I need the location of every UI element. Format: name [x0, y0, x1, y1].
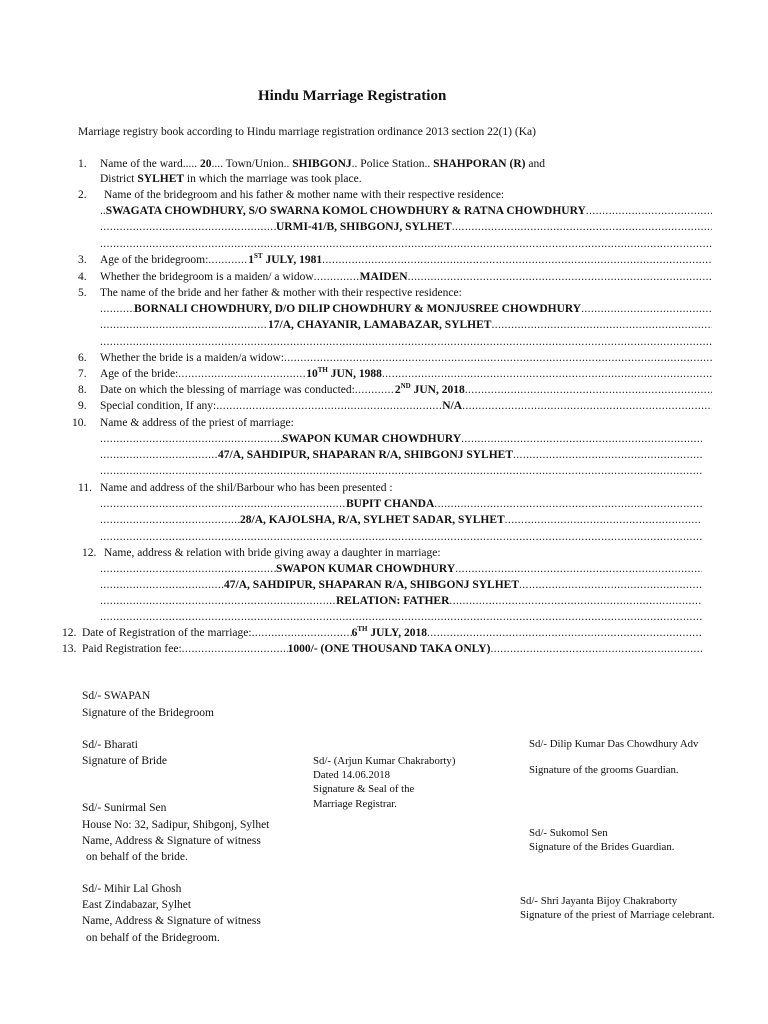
giver-address: 47/A, SAHDIPUR, SHAPARAN R/A, SHIBGONJ SYLHET: [224, 579, 519, 591]
witness-bride-caption-1: Name, Address & Signature of witness: [82, 835, 261, 847]
item-12a-label: Name, address & relation with bride giving away a daughter in marriage:: [104, 547, 441, 559]
witness-groom-caption-1: Name, Address & Signature of witness: [82, 915, 261, 927]
item-3-number: 3.: [78, 254, 87, 266]
item-12b-number: 12.: [62, 627, 77, 639]
bride-signature-caption: Signature of Bride: [82, 755, 167, 767]
item-2-address-line: [100, 220, 712, 234]
item-4-number: 4.: [78, 271, 87, 283]
barber-name: BUPIT CHANDA: [346, 498, 435, 510]
item-1-label-town: Town/Union: [225, 158, 284, 170]
registrar-caption-1: Signature & Seal of the: [313, 783, 415, 795]
item-11-name-line: [100, 497, 702, 511]
item-5-blank-line: [100, 335, 712, 349]
registrar-caption-2: Marriage Registrar.: [313, 798, 397, 810]
item-4-label: Whether the bridegroom is a maiden/ a widow: [100, 271, 314, 283]
priest-address: 47/A, SAHDIPUR, SHAPARAN R/A, SHIBGONJ SYLHET: [218, 449, 513, 461]
item-13-number: 13.: [62, 643, 77, 655]
witness-groom-sd: Sd/- Mihir Lal Ghosh: [82, 883, 182, 895]
item-13-line: [82, 642, 702, 656]
item-1-label-district: District: [100, 173, 135, 185]
groom-guardian-sd: Sd/- Dilip Kumar Das Chowdhury Adv: [529, 738, 699, 750]
groom-guardian-caption: Signature of the grooms Guardian.: [529, 764, 679, 776]
groom-dob: 1ST JULY, 1981: [248, 252, 323, 266]
item-12a-number: 12.: [82, 547, 97, 559]
item-1-line-2: [100, 172, 362, 186]
item-1-and: and: [528, 158, 545, 170]
item-6-label: Whether the bride is a maiden/a widow:: [100, 352, 284, 364]
item-1-tail: in which the marriage was took place.: [186, 173, 362, 185]
item-12b-line: [82, 626, 702, 640]
item-2-number: 2.: [78, 189, 87, 201]
item-13-label: Paid Registration fee:: [82, 643, 182, 655]
item-12a-relation-line: [100, 594, 702, 608]
item-10-blank-line: [100, 464, 702, 478]
item-10-name-line: [100, 432, 702, 446]
witness-bride-sd: Sd/- Sunirmal Sen: [82, 802, 167, 814]
item-10-number: 10.: [72, 417, 87, 429]
item-11-address-line: [100, 513, 702, 527]
item-3-line: [100, 253, 712, 267]
item-7-label: Age of the bride:: [100, 368, 179, 380]
item-8-label: Date on which the blessing of marriage was conducted:: [100, 384, 355, 396]
page-title: Hindu Marriage Registration: [258, 88, 447, 104]
ward-value: 20: [199, 158, 212, 170]
giver-name: SWAPON KUMAR CHOWDHURY: [276, 563, 456, 575]
item-10-address-line: [100, 448, 702, 462]
bride-family-names: BORNALI CHOWDHURY, D/O DILIP CHOWDHURY & MONJUSREE CHOWDHURY: [134, 303, 582, 315]
registrar-dated: Dated 14.06.2018: [313, 769, 391, 781]
groom-signature-caption: Signature of the Bridegroom: [82, 707, 214, 719]
bride-guardian-caption: Signature of the Brides Guardian.: [529, 841, 675, 853]
item-11-number: 11.: [78, 482, 92, 494]
registration-date: 6TH JULY, 2018: [351, 625, 427, 639]
item-2-blank-line: [100, 237, 712, 251]
item-11-blank-line: [100, 530, 702, 544]
item-11-label: Name and address of the shil/Barbour who has been presented :: [100, 482, 393, 494]
witness-groom-address: East Zindabazar, Sylhet: [82, 899, 192, 911]
priest-signature-caption: Signature of the priest of Marriage celebrant.: [520, 909, 715, 921]
intro-text: Marriage registry book according to Hindu marriage registration ordinance 2013 section 22(1) (Ka): [78, 126, 536, 138]
priest-name: SWAPON KUMAR CHOWDHURY: [282, 433, 462, 445]
item-2-names-line: .. SWAGATA CHOWDHURY, S/O SWARNA KOMOL CHOWDHURY & RATNA CHOWDHURY .....: [100, 204, 712, 218]
item-1-label-ward: Name of the ward: [100, 158, 183, 170]
item-8-line: [100, 383, 712, 397]
item-5-address-line: [100, 318, 712, 332]
witness-bride-address: House No: 32, Sadipur, Shibgonj, Sylhet: [82, 819, 270, 831]
item-8-number: 8.: [78, 384, 87, 396]
special-condition: N/A: [442, 400, 463, 412]
item-7-number: 7.: [78, 368, 87, 380]
station-value: SHAHPORAN (R): [433, 158, 526, 170]
item-12b-label: Date of Registration of the marriage:: [82, 627, 252, 639]
blessing-date: 2ND JUN, 2018: [394, 382, 465, 396]
town-value: SHIBGONJ: [292, 158, 352, 170]
bride-address: 17/A, CHAYANIR, LAMABAZAR, SYLHET: [268, 319, 492, 331]
item-4-line: [100, 270, 712, 284]
groom-family-names: SWAGATA CHOWDHURY, S/O SWARNA KOMOL CHOWDHURY & RATNA CHOWDHURY: [105, 205, 586, 217]
registration-fee: 1000/- (ONE THOUSAND TAKA ONLY): [287, 643, 491, 655]
item-1-number: 1.: [78, 158, 87, 170]
witness-bride-caption-2: on behalf of the bride.: [86, 851, 188, 863]
item-1-line-1: Name of the ward..... 20.... Town/Union.. SHIBGONJ.. Police Station.. SHAHPORAN (R) and: [100, 158, 545, 170]
bride-signature-sd: Sd/- Bharati: [82, 739, 138, 751]
item-9-number: 9.: [78, 400, 87, 412]
item-5-label: The name of the bride and her father & mother with their respective residence:: [100, 287, 462, 299]
giver-relation: RELATION: FATHER: [336, 595, 450, 607]
bride-dob: 10TH JUN, 1988: [306, 366, 382, 380]
item-12a-name-line: [100, 562, 702, 576]
barber-address: 28/A, KAJOLSHA, R/A, SYLHET SADAR, SYLHET: [240, 514, 505, 526]
groom-signature-sd: Sd/- SWAPAN: [82, 690, 151, 702]
registrar-sd: Sd/- (Arjun Kumar Chakraborty): [313, 755, 456, 767]
item-12a-address-line: [100, 578, 702, 592]
item-1-label-station: Police Station: [360, 158, 425, 170]
district-value: SYLHET: [137, 173, 185, 185]
item-12a-blank-line: [100, 610, 702, 624]
item-5-number: 5.: [78, 287, 87, 299]
item-9-label: Special condition, If any:: [100, 400, 217, 412]
bride-guardian-sd: Sd/- Sukomol Sen: [529, 827, 608, 839]
item-3-label: Age of the bridegroom:: [100, 254, 209, 266]
item-7-line: [100, 367, 712, 381]
item-6-number: 6.: [78, 352, 87, 364]
item-5-names-line: [100, 302, 712, 316]
witness-groom-caption-2: on behalf of the Bridegroom.: [86, 932, 220, 944]
item-9-line: [100, 399, 712, 413]
groom-address: URMI-41/B, SHIBGONJ, SYLHET: [276, 221, 452, 233]
priest-signature-sd: Sd/- Shri Jayanta Bijoy Chakraborty: [520, 895, 678, 907]
groom-marital-status: MAIDEN: [359, 271, 408, 283]
item-10-label: Name & address of the priest of marriage:: [100, 417, 294, 429]
item-2-label: Name of the bridegroom and his father & mother name with their respective residence:: [104, 189, 505, 201]
item-6-line: [100, 351, 712, 365]
